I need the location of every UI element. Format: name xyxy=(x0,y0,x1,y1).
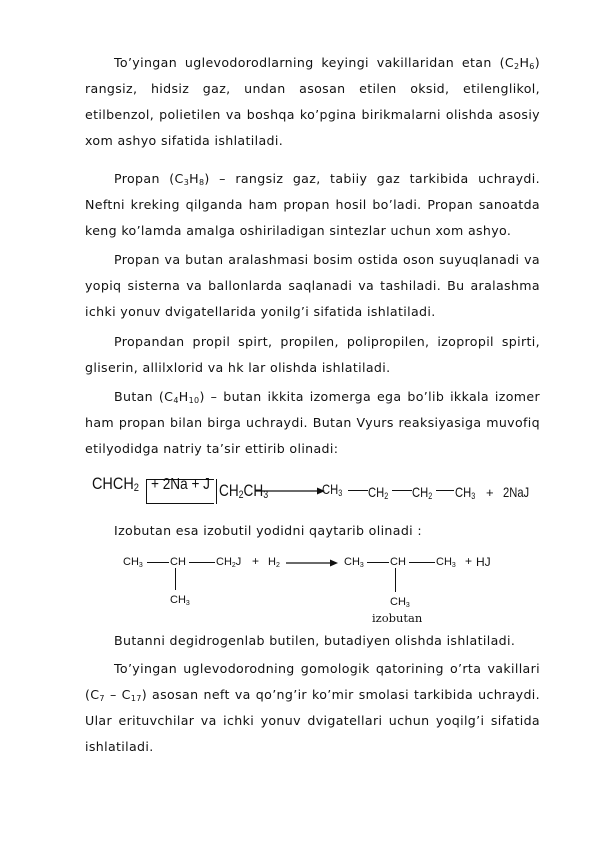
text: To’yingan uglevodorodlarning keyingi vakillaridan etan (C xyxy=(114,55,514,70)
ch3-branch-right: $CH_3$ xyxy=(390,596,410,609)
text: Propan (C xyxy=(114,171,184,186)
subscript: 8 xyxy=(198,178,205,187)
subscript: 7 xyxy=(99,694,105,703)
bond xyxy=(189,562,215,563)
product-ch3-b: $CH_3$ xyxy=(455,484,476,501)
ch3-end-right: $CH_3$ xyxy=(436,556,456,569)
sodium-iodine-term: + 2Na + J xyxy=(151,476,210,493)
ch-center-right: CH xyxy=(390,556,406,568)
bond xyxy=(392,490,412,491)
subscript: 10 xyxy=(188,396,200,405)
text: H xyxy=(519,55,530,70)
plus-sign: + xyxy=(465,554,473,568)
bond xyxy=(147,562,169,563)
plus-sign: + xyxy=(486,485,494,500)
reaction-arrow xyxy=(255,486,325,496)
subscript: 3 xyxy=(183,178,190,187)
text: To’yingan uglevodorodning gomologik qatorining o’rta vakillari (C xyxy=(85,661,540,702)
text: ) – rangsiz gaz, tabiiy gaz tarkibida uchraydi. Neftni kreking qilganda ham propan hosil bo’ladi. Propan sanoatda keng ko’lamda amalga oshiriladigan sintezlar uchun xom ashyo. xyxy=(85,171,540,238)
product-ch2-b: $CH_2$ xyxy=(412,484,433,501)
paragraph-propane-uses: Propandan propil spirt, propilen, polipropilen, izopropil spirti, gliserin, allilxlorid va hk lar olishda ishlatiladi. xyxy=(85,334,540,375)
product-ch2-a: $CH_2$ xyxy=(368,484,389,501)
paragraph-butane-dehydrogenation: Butanni degidrogenlab butilen, butadiyen olishda ishlatiladi. xyxy=(114,633,516,648)
ch2j-group: $CH_2J$ xyxy=(216,556,242,569)
text: ) rangsiz, hidsiz gaz, undan asosan etilen oksid, etilenglikol, etilbenzol, polietilen va boshqa ko’pgina birikmalarni olishda asosiy xom ashyo sifatida ishlatiladi. xyxy=(85,55,540,148)
subscript: 4 xyxy=(173,396,179,405)
reaction-arrow xyxy=(286,558,338,568)
subscript: 6 xyxy=(529,62,535,71)
ch3-left: $CH_3$ xyxy=(123,556,143,569)
isobutane-label: izobutan xyxy=(372,611,423,625)
branch-bond xyxy=(175,568,176,590)
text: ) – butan ikkita izomerga ega bo’lib ikkala izomer ham propan bilan birga uchraydi. Butan Vyurs reaksiyasiga muvofiq etilyodidga natriy ta’sir ettirib olinadi: xyxy=(85,389,540,456)
text: – C xyxy=(104,687,131,702)
subscript: 17 xyxy=(130,694,142,703)
branch-bond xyxy=(395,568,396,592)
box-right-edge xyxy=(216,479,217,504)
reactant-ethyl-2: $CH_2CH_3$ xyxy=(219,481,269,501)
ch-center-left: CH xyxy=(170,556,186,568)
subscript: 2 xyxy=(514,62,520,71)
hydrogen: $H_2$ xyxy=(268,556,280,569)
text: H xyxy=(189,171,199,186)
bond xyxy=(436,490,454,491)
paragraph-propane-butane-mixture: Propan va butan aralashmasi bosim ostida oson suyuqlanadi va yopiq sisterna va ballonlarda saqlanadi va tashiladi. Bu aralashma ichki yonuv dvigatellarida yonilg’i sifatida ishlatiladi. xyxy=(85,252,540,319)
reactant-ethyl-1: $CHCH_2$ xyxy=(92,474,139,494)
bond xyxy=(367,562,389,563)
bond xyxy=(348,490,368,491)
text: Butan (C xyxy=(114,389,174,404)
plus-sign: + xyxy=(252,554,260,568)
text: H xyxy=(178,389,189,404)
product-ch3-a: $CH_3$ xyxy=(322,481,343,498)
paragraph-middle-alkanes xyxy=(85,656,540,760)
bond xyxy=(409,562,435,563)
ch3-branch-left: $CH_3$ xyxy=(170,594,190,607)
paragraph-butane xyxy=(85,384,540,462)
ch3-right: $CH_3$ xyxy=(344,556,364,569)
text: ) asosan neft va qo’ng’ir ko’mir smolasi tarkibida uchraydi. Ular erituvchilar va ichki yonuv dvigatellari uchun yoqilg’i sifatida ishlatiladi. xyxy=(85,687,540,754)
paragraph-isobutane-intro: Izobutan esa izobutil yodidni qaytarib olinadi : xyxy=(114,523,422,538)
hydrogen-iodide: HJ xyxy=(476,555,491,569)
byproduct-sodium-iodide: 2NaJ xyxy=(503,484,530,500)
paragraph-ethane xyxy=(85,50,540,154)
paragraph-propane xyxy=(85,166,540,244)
